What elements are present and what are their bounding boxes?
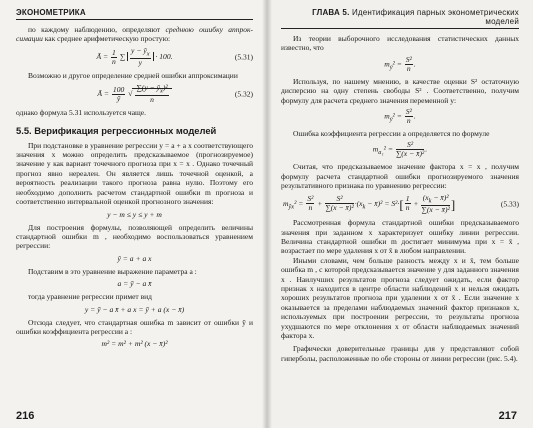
paragraph: Подставим в это уравнение выражение параметра a : [28,266,197,276]
book-gutter [262,0,272,428]
paragraph: Графически доверительные границы для y представляют собой гиперболы, расположенные по обе стороны от линии регрессии (рис. 5.4). [281,344,519,363]
paragraph: однако формула 5.31 используется чаще. [16,108,146,118]
paragraph: Используя, по нашему мнению, в качестве оценки S² остаточную дисперсию на одну степень свободы S² . Соответственно, получим формулу для расчета среднего значения переменной y: [281,76,519,105]
equation-regression: ŷ = a + a x [117,253,152,263]
equation-5-31: Ā = $\frac{1}{n}$ ∑ $\frac{y - ŷ_x}{y}$ · 100. (5.31) [96,45,253,68]
page-number-right: 217 [498,410,517,422]
running-header-left: ЭКОНОМЕТРИКА [16,8,253,20]
equation-5-33: $m_{ŷx}^2$ = $\frac{\text{S²}}{n}$ + $\frac{\text{S²}}{\text{∑(x − x̄)²}}$ $\cdot(x_k$ − x̄)² = S²·[ $\frac{1}{n}$ + $\frac{(x_k - x̄)^2}{\text{∑(x − x̄)²}}$ ] (5.33) [283,192,519,215]
paragraph: Иными словами, чем больше разность между x и x̄, тем больше ошибка m , с которой предсказывается значение y для заданного значения x . Наилучших результатов прогноза следует ожидать, если фактор признак x находится в центре области наблюдений x и нельзя ожидать хороших результатов прогноза при удалении x от x̄ . Если значение x оказывается за пределами наблюдаемых значений фактор признаков x, используемых при построении регрессии, то результаты прогноза ухудшаются по мере отклонения x от области наблюдаемых значений фактора x. [281,255,519,341]
paragraph: Отсюда следует, что стандартная ошибка m зависит от ошибки ȳ и ошибки коэффициента регрессии a : [16,317,253,336]
equation-mean-error-est: $m_ȳ^2$ = $\frac{\text{S²}}{n}$ . [384,107,416,126]
equation-substituted: y = ȳ − a x̄ + a x = ȳ + a (x − x̄) [84,304,185,314]
paragraph: При подстановке в уравнение регрессии y = a + a x соответствующего значения x можно определить предсказываемое (прогнозируемое) значение y как вариант точечного прогноза при x = x . Однако точечный прогноз явно нереален. Он является лишь точечной оценкой, а вероятность реализации такого прогноза равна нулю. Поэтому его необходимо дополнить расчетом стандартной ошибки m прогноза и соответственно интервальной оценкой прогнозного значения: [16,140,253,207]
equation-error: m² = m² + m² (x − x̄)² [101,339,168,349]
equation-a0: a = ȳ − a x̄ [117,279,152,289]
paragraph: тогда уравнение регрессии примет вид [28,292,152,302]
paragraph: Ошибка коэффициента регрессии a определяется по формуле [293,129,490,139]
paragraph: Рассмотренная формула стандартной ошибки предсказываемого значения при заданном x характеризует ошибку линии регрессии. Величина стандартной ошибки m достигает минимума при x = x̄ , возрастает по мере удаления x от x̄ в любом направлении. [281,218,519,256]
paragraph: Для построения формулы, позволяющей определить величины стандартной ошибки m , необходимо воспользоваться уравнением регрессии: [16,222,253,251]
running-header-right: ГЛАВА 5. Идентификация парных эконометрических моделей [281,8,519,29]
equation-5-32: Ā = $\frac{100}{ȳ}$ √ $\frac{\sum(y - ŷ_x)^2}{n}$ (5.32) [97,82,253,105]
equation-coef-error: $m_{a_1}^2$ = $\frac{\text{S²}}{\text{∑(x − x̄)²}}$ . [372,140,428,159]
equation-mean-error: $m_ȳ^2$ = $\frac{\text{S²}}{n}$ . [384,54,416,73]
paragraph: Считая, что предсказываемое значение фактора x = x , получим формулу расчета стандартной ошибки прогнозируемого значения результативного признака по уравнению регрессии: [281,162,519,191]
equation-interval: y − m ≤ y ≤ y + m [107,209,162,219]
paragraph: Возможно и другое определение средней ошибки аппроксимации [28,71,238,81]
paragraph: по каждому наблюдению, определяют среднюю ошибку аппрок- симации как среднее арифметическую простую: [16,25,253,44]
page-number-left: 216 [16,410,35,422]
section-title: 5.5. Верификация регрессионных моделей [16,124,217,136]
right-page [267,0,533,428]
paragraph: Из теории выборочного исследования статистических данных известно, что [281,34,519,53]
